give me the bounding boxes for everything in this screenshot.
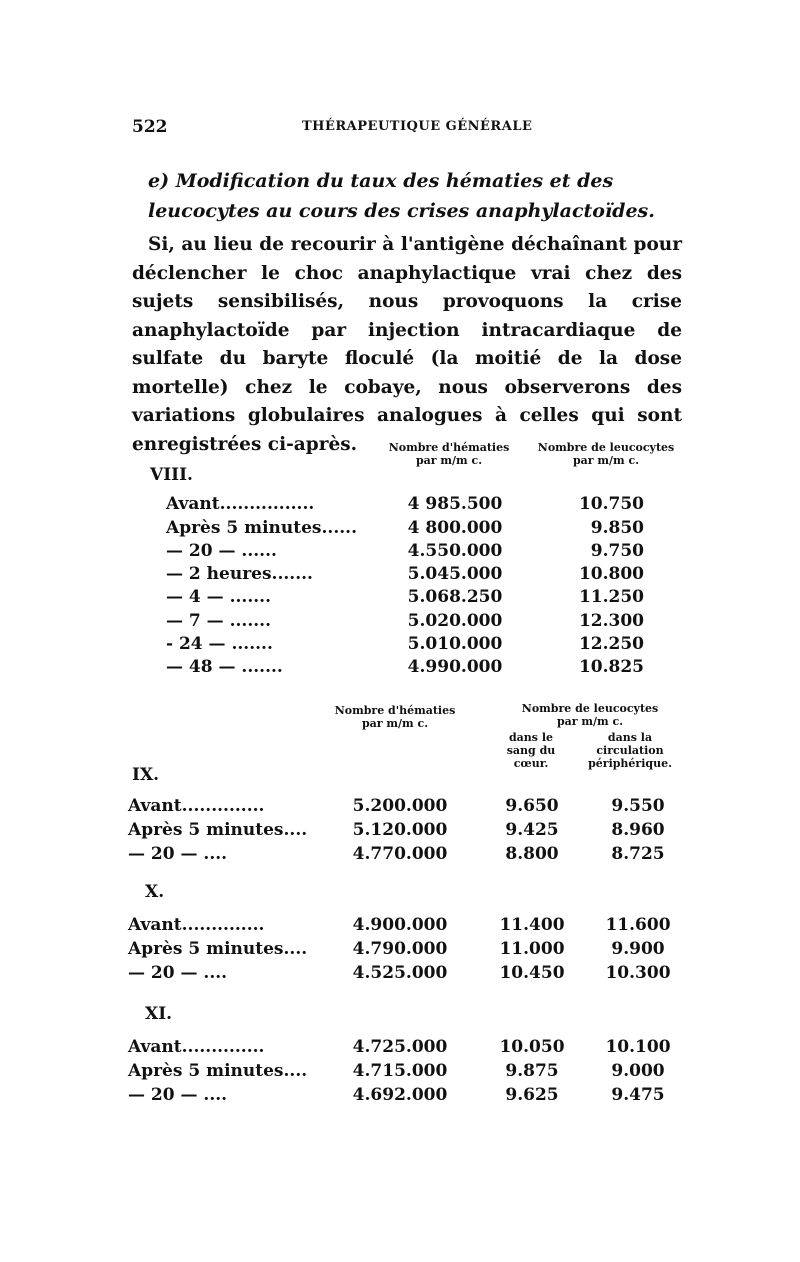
viii-row-leucocytes: 12.300	[578, 611, 644, 631]
viii-row-label: Après 5 minutes......	[166, 518, 358, 538]
group-row-peripherique: 10.300	[605, 963, 671, 983]
group-label: IX.	[132, 765, 160, 785]
viii-row-hematies: 5.045.000	[407, 564, 503, 584]
group-label: XI.	[145, 1004, 173, 1024]
group-row-coeur: 9.875	[505, 1061, 559, 1081]
group-row-coeur: 8.800	[505, 844, 559, 864]
group-row-hematies: 4.770.000	[352, 844, 448, 864]
group-row-coeur: 11.000	[499, 939, 565, 959]
group-row-hematies: 4.692.000	[352, 1085, 448, 1105]
section-title: e) Modification du taux des hématies et des leucocytes au cours des crises anaphylactoïdes.	[148, 170, 655, 222]
viii-row-leucocytes: 12.250	[578, 634, 644, 654]
viii-row-leucocytes: 10.750	[578, 494, 644, 514]
viii-row-leucocytes: 11.250	[578, 587, 644, 607]
group-row-hematies: 5.120.000	[352, 820, 448, 840]
viii-row-leucocytes: 9.850	[590, 518, 644, 538]
viii-row-leucocytes: 10.825	[578, 657, 644, 677]
table-viii-label: VIII.	[150, 465, 193, 485]
group-row-hematies: 4.900.000	[352, 915, 448, 935]
viii-row-label: — 2 heures.......	[166, 564, 313, 584]
viii-row-leucocytes: 9.750	[590, 541, 644, 561]
group-row-hematies: 4.725.000	[352, 1037, 448, 1057]
viii-col-hematies: Nombre d'hématies par m/m c.	[388, 441, 510, 467]
running-title: THÉRAPEUTIQUE GÉNÉRALE	[302, 119, 533, 134]
group-row-hematies: 4.715.000	[352, 1061, 448, 1081]
viii-row-hematies: 5.010.000	[407, 634, 503, 654]
group-row-peripherique: 9.000	[611, 1061, 665, 1081]
viii-row-hematies: 4.990.000	[407, 657, 503, 677]
viii-row-label: - 24 — .......	[166, 634, 273, 654]
ix-sub-peripherique: dans la circulation périphérique.	[588, 731, 672, 770]
viii-row-label: — 7 — .......	[166, 611, 272, 631]
group-row-hematies: 5.200.000	[352, 796, 448, 816]
viii-row-label: — 4 — .......	[166, 587, 272, 607]
group-row-hematies: 4.525.000	[352, 963, 448, 983]
viii-row-hematies: 4.550.000	[407, 541, 503, 561]
group-row-peripherique: 9.550	[611, 796, 665, 816]
group-row-peripherique: 8.725	[611, 844, 665, 864]
group-row-label: Avant..............	[128, 1037, 265, 1057]
group-row-coeur: 10.050	[499, 1037, 565, 1057]
group-row-peripherique: 8.960	[611, 820, 665, 840]
group-row-coeur: 9.650	[505, 796, 559, 816]
viii-row-label: — 48 — .......	[166, 657, 283, 677]
ix-sub-coeur: dans le sang du cœur.	[506, 731, 556, 770]
group-label: X.	[145, 882, 165, 902]
body-paragraph-text: Si, au lieu de recourir à l'antigène déchaînant pour déclencher le choc anaphylactique vrai chez des sujets sensibilisés, nous provoquons la crise anaphylactoïde par injection intracardiaque de sulfate du baryte floculé (la moitié de la dose mortelle) chez le cobaye, nous observerons des variations globulaires analogues à celles qui sont enregistrées ci-après.	[132, 234, 682, 455]
group-row-label: — 20 — ....	[128, 844, 228, 864]
group-row-coeur: 10.450	[499, 963, 565, 983]
group-row-peripherique: 9.475	[611, 1085, 665, 1105]
group-row-hematies: 4.790.000	[352, 939, 448, 959]
page-number: 522	[132, 117, 168, 137]
ix-col-hematies: Nombre d'hématies par m/m c.	[334, 704, 456, 730]
group-row-label: Après 5 minutes....	[128, 1061, 308, 1081]
viii-row-hematies: 5.068.250	[407, 587, 503, 607]
group-row-peripherique: 10.100	[605, 1037, 671, 1057]
viii-row-hematies: 4 985.500	[407, 494, 503, 514]
group-row-label: — 20 — ....	[128, 1085, 228, 1105]
group-row-coeur: 9.425	[505, 820, 559, 840]
group-row-label: Avant..............	[128, 796, 265, 816]
body-paragraph	[132, 231, 682, 459]
viii-row-hematies: 4 800.000	[407, 518, 503, 538]
group-row-coeur: 11.400	[499, 915, 565, 935]
ix-col-leucocytes: Nombre de leucocytes par m/m c.	[521, 702, 659, 728]
group-row-peripherique: 9.900	[611, 939, 665, 959]
viii-row-label: — 20 — ......	[166, 541, 277, 561]
group-row-label: Après 5 minutes....	[128, 820, 308, 840]
group-row-label: — 20 — ....	[128, 963, 228, 983]
viii-col-leucocytes: Nombre de leucocytes par m/m c.	[537, 441, 675, 467]
group-row-coeur: 9.625	[505, 1085, 559, 1105]
group-row-label: Après 5 minutes....	[128, 939, 308, 959]
viii-row-leucocytes: 10.800	[578, 564, 644, 584]
viii-row-label: Avant................	[166, 494, 315, 514]
group-row-label: Avant..............	[128, 915, 265, 935]
group-row-peripherique: 11.600	[605, 915, 671, 935]
viii-row-hematies: 5.020.000	[407, 611, 503, 631]
